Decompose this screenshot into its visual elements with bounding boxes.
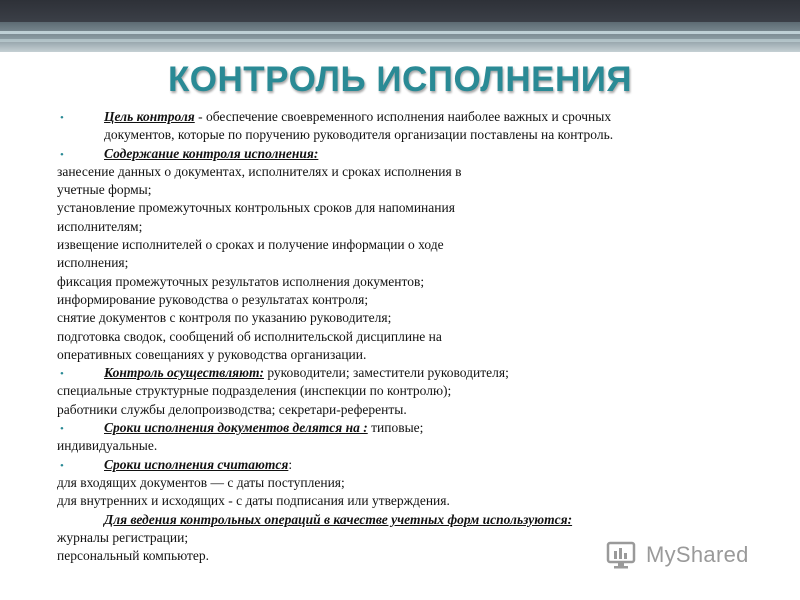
- forms-heading: Для ведения контрольных операций в качестве учетных форм используются:: [104, 511, 573, 527]
- myshared-watermark: [606, 537, 776, 573]
- terms-division-line: индивидуальные.: [57, 438, 158, 454]
- content-line: извещение исполнителей о сроках и получение информации о ходе: [57, 237, 444, 253]
- control-by-text: руководители; заместители руководителя;: [263, 365, 509, 381]
- forms-line: персональный компьютер.: [57, 548, 210, 564]
- content-line: оперативных совещаниях у руководства организации.: [57, 346, 367, 362]
- terms-division-text: типовые;: [367, 420, 424, 436]
- content-line: учетные формы;: [57, 182, 152, 198]
- myshared-logo-icon: [606, 540, 640, 570]
- header-band: [0, 22, 800, 52]
- content-heading-item: [57, 145, 757, 163]
- terms-division-item: [57, 419, 757, 437]
- content-line: установление промежуточных контрольных сроков для напоминания: [57, 200, 455, 216]
- slide-body: [57, 108, 757, 565]
- goal-item: [57, 108, 757, 126]
- content-line: исполнителям;: [57, 218, 143, 234]
- bullet-icon: •: [60, 112, 64, 124]
- slide-title: КОНТРОЛЬ ИСПОЛНЕНИЯ: [167, 60, 633, 99]
- terms-division-label: Сроки исполнения документов делятся на :: [104, 420, 368, 436]
- forms-line: журналы регистрации;: [57, 529, 189, 545]
- content-line: занесение данных о документах, исполнителях и сроках исполнения в: [57, 163, 462, 179]
- content-line: фиксация промежуточных результатов исполнения документов;: [57, 273, 425, 289]
- bullet-icon: •: [60, 368, 64, 381]
- forms-heading-item: [57, 511, 757, 529]
- terms-counted-label: Сроки исполнения считаются: [104, 456, 289, 472]
- bullet-icon: •: [60, 423, 64, 436]
- control-by-line: работники службы делопроизводства; секретари-референты.: [57, 401, 407, 417]
- header-stripe: [0, 39, 800, 42]
- terms-counted-item: [57, 456, 757, 474]
- content-line: снятие документов с контроля по указанию руководителя;: [57, 310, 392, 326]
- content-line: подготовка сводок, сообщений об исполнительской дисциплине на: [57, 328, 442, 344]
- control-by-item: [57, 364, 757, 382]
- terms-counted-text: :: [288, 456, 293, 472]
- watermark-text: MyShared: [646, 542, 749, 567]
- bullet-icon: •: [60, 459, 64, 472]
- top-dark-bar: [0, 0, 800, 22]
- content-line: информирование руководства о результатах контроля;: [57, 291, 369, 307]
- bullet-icon: •: [60, 148, 64, 161]
- control-by-label: Контроль осуществляют:: [104, 365, 264, 381]
- content-heading: Содержание контроля исполнения:: [104, 145, 319, 161]
- terms-counted-line: для внутренних и исходящих - с даты подписания или утверждения.: [57, 493, 450, 509]
- header-stripe: [0, 31, 800, 34]
- terms-counted-line: для входящих документов — с даты поступления;: [57, 474, 345, 490]
- goal-text-continued: документов, которые по поручению руководителя организации поставлены на контроль.: [104, 127, 614, 143]
- goal-label: Цель контроля: [104, 109, 195, 124]
- content-line: исполнения;: [57, 255, 129, 271]
- goal-text: - обеспечение своевременного исполнения наиболее важных и срочных: [194, 109, 612, 124]
- control-by-line: специальные структурные подразделения (инспекции по контролю);: [57, 383, 452, 399]
